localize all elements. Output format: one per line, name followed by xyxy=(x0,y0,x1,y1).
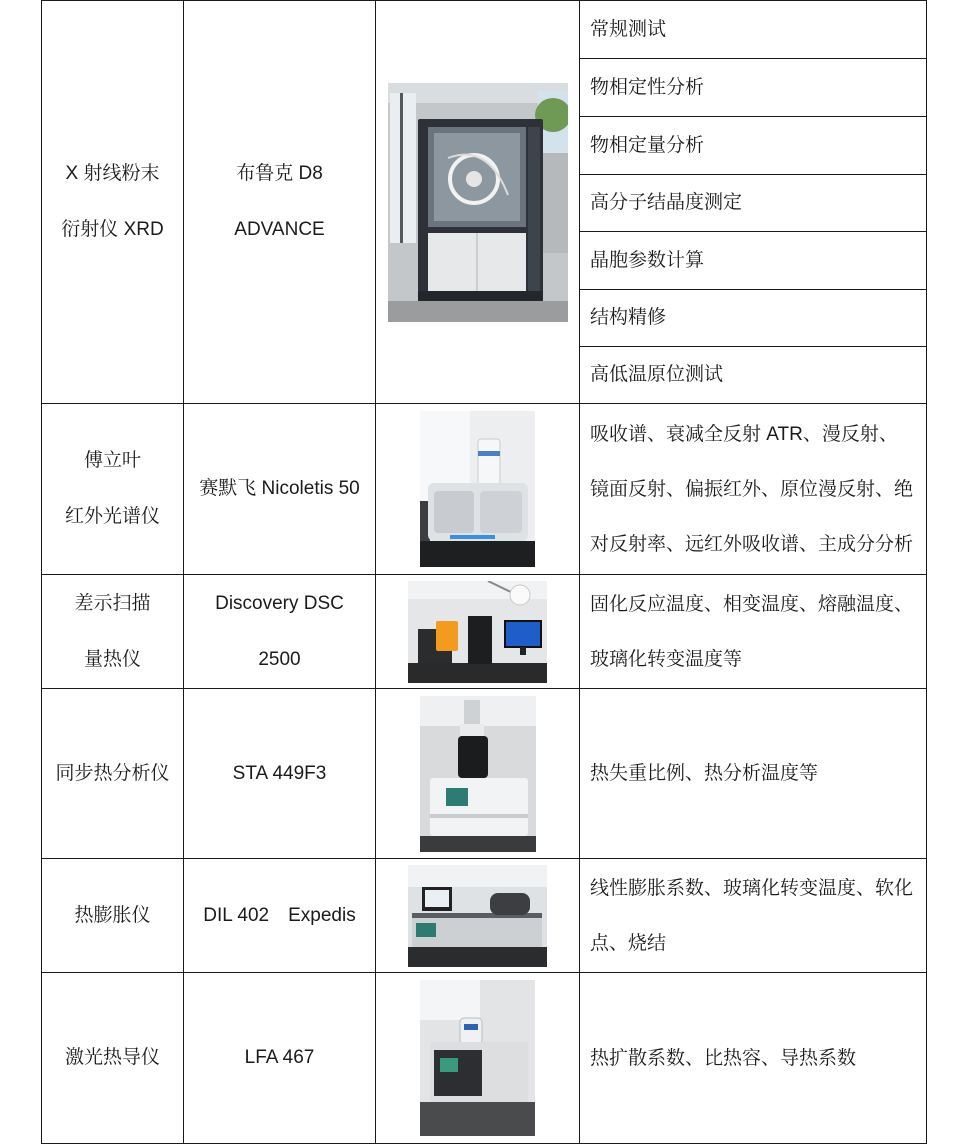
dsc-model-cell xyxy=(184,575,376,689)
sta-model-line-1: STA 449F3 xyxy=(232,762,327,784)
sta-model-cell xyxy=(184,689,376,859)
xrd-capability-5 xyxy=(580,232,927,290)
lfa-capability-line-1: 热扩散系数、比热容、导热系数 xyxy=(590,1047,857,1069)
dsc-name-line-1: 差示扫描 xyxy=(74,592,151,614)
ftir-instrument-photo xyxy=(420,411,535,567)
ftir-model-line-1: 赛默飞 Nicoletis 50 xyxy=(199,478,360,499)
xrd-capability-2 xyxy=(580,59,927,117)
ftir-name-line-2: 红外光谱仪 xyxy=(64,506,160,527)
xrd-photo-cell xyxy=(376,1,580,404)
xrd-model-line-2: ADVANCE xyxy=(234,219,325,240)
dsc-instrument-photo xyxy=(408,581,547,683)
xrd-model-line-1: 布鲁克 D8 xyxy=(236,163,323,184)
sta-capability-cell xyxy=(580,689,927,859)
dsc-name-cell xyxy=(42,575,184,689)
dil-instrument-photo xyxy=(408,865,547,967)
lfa-photo-cell xyxy=(376,973,580,1144)
xrd-capability-4 xyxy=(580,175,927,232)
xrd-model-cell xyxy=(184,1,376,404)
xrd-capability-1 xyxy=(580,1,927,59)
sta-capability-line-1: 热失重比例、热分析温度等 xyxy=(590,763,819,784)
sta-name-cell xyxy=(42,689,184,859)
dil-name-cell xyxy=(42,859,184,973)
dil-model-line-1: DIL 402 Expedis xyxy=(203,904,356,926)
dsc-name-line-2: 量热仪 xyxy=(83,648,141,670)
sta-photo-cell xyxy=(376,689,580,859)
ftir-capability-line-3: 对反射率、远红外吸收谱、主成分分析 xyxy=(590,533,914,555)
dsc-capability-cell xyxy=(580,575,927,689)
xrd-instrument-photo xyxy=(388,83,568,322)
ftir-capability-cell xyxy=(580,404,927,575)
ftir-name-line-1: 傅立叶 xyxy=(83,450,141,471)
dsc-model-line-2: 2500 xyxy=(258,648,301,670)
ftir-capability-line-2: 镜面反射、偏振红外、原位漫反射、绝 xyxy=(590,478,914,500)
xrd-capability-text: 结构精修 xyxy=(590,307,667,328)
lfa-capability-cell xyxy=(580,973,927,1144)
dil-capability-line-2: 点、烧结 xyxy=(590,932,667,954)
xrd-capability-text: 晶胞参数计算 xyxy=(590,249,705,271)
lfa-model-line-1: LFA 467 xyxy=(244,1047,315,1068)
xrd-capability-text: 高分子结晶度测定 xyxy=(590,192,743,213)
xrd-capability-text: 物相定性分析 xyxy=(590,76,705,98)
dil-model-cell xyxy=(184,859,376,973)
xrd-capability-text: 常规测试 xyxy=(590,18,667,40)
xrd-name-line-1: X 射线粉末 xyxy=(65,163,160,184)
dil-name-line-1: 热膨胀仪 xyxy=(74,904,151,926)
lfa-instrument-photo xyxy=(420,980,535,1136)
xrd-capability-7 xyxy=(580,347,927,404)
xrd-capability-3 xyxy=(580,117,927,175)
dsc-capability-line-2: 玻璃化转变温度等 xyxy=(590,648,743,670)
sta-name-line-1: 同步热分析仪 xyxy=(55,762,170,784)
ftir-name-cell xyxy=(42,404,184,575)
dil-capability-cell xyxy=(580,859,927,973)
ftir-capability-line-1: 吸收谱、衰减全反射 ATR、漫反射、 xyxy=(590,423,898,445)
lfa-name-line-1: 激光热导仪 xyxy=(64,1047,160,1068)
dil-photo-cell xyxy=(376,859,580,973)
dil-capability-line-1: 线性膨胀系数、玻璃化转变温度、软化 xyxy=(590,877,914,899)
ftir-photo-cell xyxy=(376,404,580,575)
ftir-model-cell xyxy=(184,404,376,575)
dsc-model-line-1: Discovery DSC xyxy=(215,592,344,614)
xrd-name-line-2: 衍射仪 XRD xyxy=(61,219,164,240)
dsc-capability-line-1: 固化反应温度、相变温度、熔融温度、 xyxy=(590,593,914,615)
dsc-photo-cell xyxy=(376,575,580,689)
xrd-cabinet xyxy=(418,119,543,301)
lfa-name-cell xyxy=(42,973,184,1144)
xrd-capability-text: 高低温原位测试 xyxy=(590,364,724,385)
xrd-name-cell xyxy=(42,1,184,404)
sta-instrument-photo xyxy=(420,696,536,852)
xrd-capability-text: 物相定量分析 xyxy=(590,134,705,156)
lfa-model-cell xyxy=(184,973,376,1144)
instrument-table xyxy=(41,0,927,1144)
xrd-capability-6 xyxy=(580,290,927,347)
